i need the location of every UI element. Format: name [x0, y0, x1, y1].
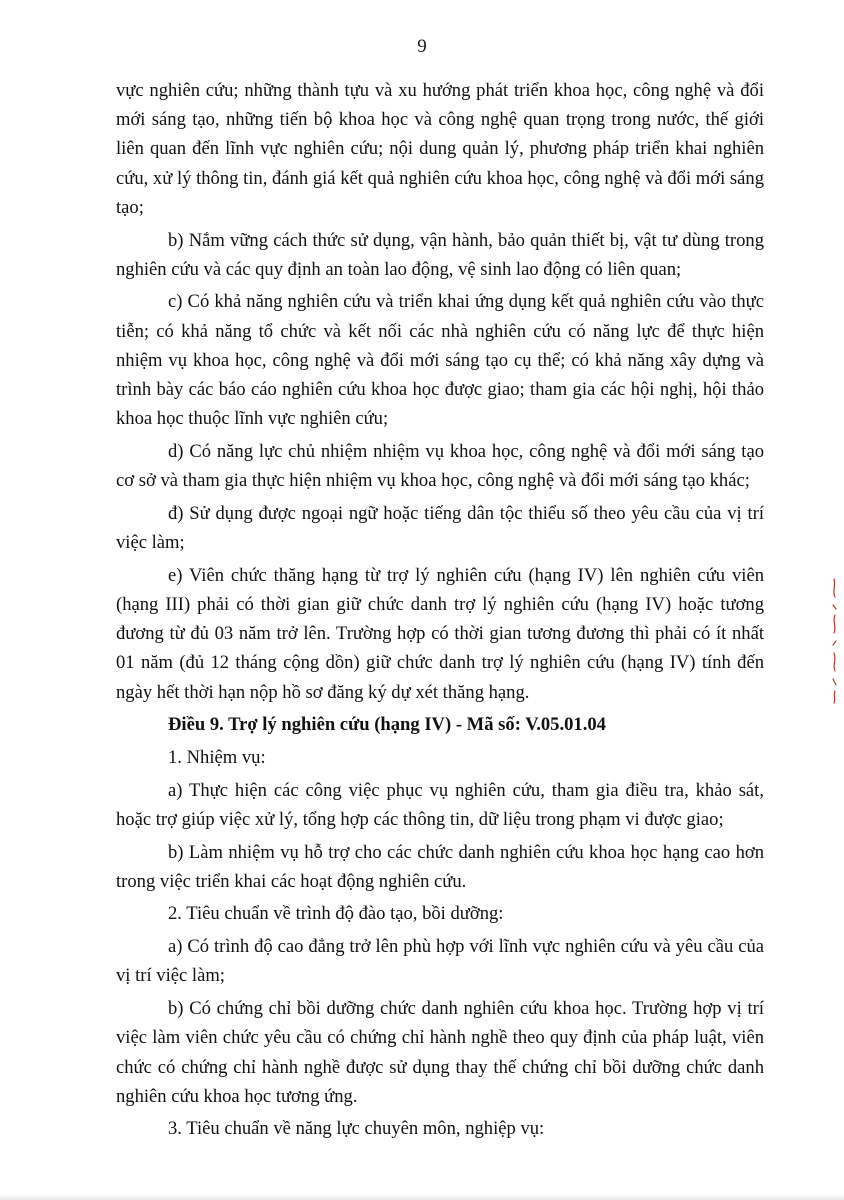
section-1-duties: 1. Nhiệm vụ: [168, 746, 266, 768]
document-body [116, 76, 764, 1144]
paragraph-continuation: vực nghiên cứu; những thành tựu và xu hướng phát triển khoa học, công nghệ và đổi mới sáng tạo, những tiến bộ khoa học và công nghệ quan trọng trong nước, thế giới liên quan đến lĩnh vực nghiên cứu; nội dung quản lý, phương pháp triển khai nghiên cứu, xử lý thông tin, đánh giá kết quả nghiên cứu khoa học, công nghệ và đổi mới sáng tạo; [116, 80, 764, 218]
article-9-heading: Điều 9. Trợ lý nghiên cứu (hạng IV) - Mã số: V.05.01.04 [168, 714, 606, 736]
paragraph-item-d-lead-tasks: d) Có năng lực chủ nhiệm nhiệm vụ khoa học, công nghệ và đổi mới sáng tạo cơ sở và tham gia thực hiện nhiệm vụ khoa học, công nghệ và đổi mới sáng tạo khác; [116, 440, 764, 492]
paragraph-training-a: a) Có trình độ cao đẳng trở lên phù hợp với lĩnh vực nghiên cứu và yêu cầu của vị trí việc làm; [116, 936, 764, 987]
section-3-competence: 3. Tiêu chuẩn về năng lực chuyên môn, nghiệp vụ: [168, 1118, 545, 1140]
paragraph-item-b-equipment: b) Nắm vững cách thức sử dụng, vận hành, bảo quản thiết bị, vật tư dùng trong nghiên cứu và các quy định an toàn lao động, vệ sinh lao động có liên quan; [116, 229, 764, 280]
paragraph-item-dd-language: đ) Sử dụng được ngoại ngữ hoặc tiếng dân tộc thiểu số theo yêu cầu của vị trí việc làm; [116, 502, 764, 554]
paragraph-item-e-promotion: e) Viên chức thăng hạng từ trợ lý nghiên cứu (hạng IV) lên nghiên cứu viên (hạng III) phải có thời gian giữ chức danh trợ lý nghiên cứu (hạng IV) hoặc tương đương từ đủ 03 năm trở lên. Trường hợp có thời gian tương đương thì phải có ít nhất 01 năm (đủ 12 tháng cộng dồn) giữ chức danh trợ lý nghiên cứu (hạng IV) tính đến ngày hết thời hạn nộp hồ sơ đăng ký dự xét thăng hạng. [116, 564, 764, 703]
scan-bottom-edge [0, 1194, 844, 1200]
page-number: 9 [417, 36, 427, 57]
paragraph-item-c-research-capacity: c) Có khả năng nghiên cứu và triển khai ứng dụng kết quả nghiên cứu vào thực tiễn; có khả năng tổ chức và kết nối các nhà nghiên cứu có năng lực để thực hiện nhiệm vụ khoa học, công nghệ và đổi mới sáng tạo cụ thể; có khả năng xây dựng và trình bày các báo cáo nghiên cứu khoa học được giao; tham gia các hội nghị, hội thảo khoa học thuộc lĩnh vực nghiên cứu; [116, 291, 764, 430]
margin-seal-mark [824, 575, 840, 705]
paragraph-duty-b: b) Làm nhiệm vụ hỗ trợ cho các chức danh nghiên cứu khoa học hạng cao hơn trong việc triển khai các hoạt động nghiên cứu. [116, 841, 764, 892]
section-2-training: 2. Tiêu chuẩn về trình độ đào tạo, bồi dưỡng: [168, 903, 504, 925]
paragraph-duty-a: a) Thực hiện các công việc phục vụ nghiên cứu, tham gia điều tra, khảo sát, hoặc trợ giúp việc xử lý, tổng hợp các thông tin, dữ liệu trong phạm vi được giao; [116, 779, 764, 830]
paragraph-training-b: b) Có chứng chỉ bồi dưỡng chức danh nghiên cứu khoa học. Trường hợp vị trí việc làm viên chức yêu cầu có chứng chỉ hành nghề theo quy định của pháp luật, viên chức có chứng chỉ hành nghề được sử dụng thay thế chứng chỉ bồi dưỡng chức danh nghiên cứu khoa học tương ứng. [116, 998, 764, 1107]
